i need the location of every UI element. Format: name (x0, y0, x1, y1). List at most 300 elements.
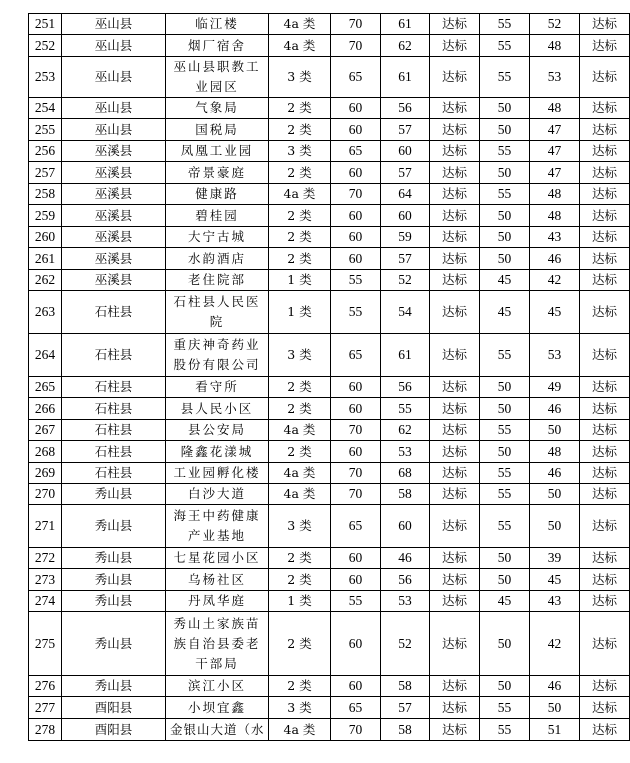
day-result-cell: 达标 (430, 591, 480, 612)
site-name-cell: 石柱县人民医院 (166, 291, 269, 334)
site-name-cell: 县公安局 (166, 420, 269, 441)
day-result-cell: 达标 (430, 676, 480, 697)
day-measured-cell: 57 (381, 119, 430, 141)
day-measured-cell: 58 (381, 719, 430, 741)
table-row (29, 119, 630, 141)
zone-class-cell: 2 类 (269, 612, 331, 676)
night-standard-cell: 55 (480, 57, 530, 98)
zone-class-cell: 2 类 (269, 119, 331, 141)
night-result-cell: 达标 (580, 184, 630, 205)
zone-class-cell: 4a 类 (269, 484, 331, 505)
day-standard-cell: 70 (331, 184, 381, 205)
day-result-cell: 达标 (430, 14, 480, 35)
site-name-cell: 帝景豪庭 (166, 162, 269, 184)
row-number: 264 (29, 334, 62, 377)
zone-class-cell: 2 类 (269, 227, 331, 248)
night-measured-cell: 48 (530, 184, 580, 205)
row-number: 278 (29, 719, 62, 741)
night-measured-cell: 48 (530, 205, 580, 227)
site-name-cell: 滨江小区 (166, 676, 269, 697)
night-measured-cell: 43 (530, 591, 580, 612)
day-standard-cell: 60 (331, 377, 381, 398)
night-result-cell: 达标 (580, 162, 630, 184)
day-result-cell: 达标 (430, 719, 480, 741)
site-name-cell: 海王中药健康产业基地 (166, 505, 269, 548)
county-cell: 酉阳县 (62, 697, 166, 719)
county-cell: 巫山县 (62, 119, 166, 141)
site-name-cell: 碧桂园 (166, 205, 269, 227)
county-cell: 秀山县 (62, 484, 166, 505)
table-row (29, 441, 630, 463)
county-cell: 石柱县 (62, 377, 166, 398)
night-standard-cell: 45 (480, 270, 530, 291)
night-standard-cell: 50 (480, 248, 530, 270)
day-standard-cell: 65 (331, 57, 381, 98)
night-standard-cell: 55 (480, 334, 530, 377)
night-measured-cell: 50 (530, 484, 580, 505)
day-result-cell: 达标 (430, 98, 480, 119)
county-cell: 石柱县 (62, 463, 166, 484)
table-row (29, 676, 630, 697)
night-result-cell: 达标 (580, 441, 630, 463)
day-standard-cell: 60 (331, 248, 381, 270)
row-number: 253 (29, 57, 62, 98)
night-measured-cell: 50 (530, 505, 580, 548)
zone-class-cell: 4a 类 (269, 35, 331, 57)
day-measured-cell: 54 (381, 291, 430, 334)
zone-class-cell: 2 类 (269, 398, 331, 420)
night-standard-cell: 50 (480, 612, 530, 676)
day-standard-cell: 70 (331, 484, 381, 505)
row-number: 251 (29, 14, 62, 35)
row-number: 275 (29, 612, 62, 676)
day-standard-cell: 55 (331, 291, 381, 334)
zone-class-cell: 2 类 (269, 377, 331, 398)
zone-class-cell: 4a 类 (269, 463, 331, 484)
site-name-cell: 重庆神奇药业股份有限公司 (166, 334, 269, 377)
zone-class-cell: 3 类 (269, 57, 331, 98)
table-row (29, 569, 630, 591)
zone-class-cell: 1 类 (269, 591, 331, 612)
zone-class-cell: 4a 类 (269, 184, 331, 205)
row-number: 252 (29, 35, 62, 57)
site-name-cell: 临江楼 (166, 14, 269, 35)
row-number: 272 (29, 548, 62, 569)
county-cell: 巫溪县 (62, 248, 166, 270)
row-number: 267 (29, 420, 62, 441)
night-result-cell: 达标 (580, 334, 630, 377)
night-result-cell: 达标 (580, 205, 630, 227)
table-row (29, 57, 630, 98)
table-row (29, 591, 630, 612)
night-result-cell: 达标 (580, 35, 630, 57)
night-measured-cell: 53 (530, 57, 580, 98)
day-result-cell: 达标 (430, 291, 480, 334)
table-row (29, 719, 630, 741)
table-row (29, 35, 630, 57)
zone-class-cell: 3 类 (269, 334, 331, 377)
night-measured-cell: 46 (530, 676, 580, 697)
site-name-cell: 工业园孵化楼 (166, 463, 269, 484)
night-standard-cell: 55 (480, 14, 530, 35)
table-row (29, 291, 630, 334)
night-result-cell: 达标 (580, 141, 630, 162)
zone-class-cell: 2 类 (269, 98, 331, 119)
county-cell: 石柱县 (62, 420, 166, 441)
day-measured-cell: 59 (381, 227, 430, 248)
table-row (29, 484, 630, 505)
day-result-cell: 达标 (430, 35, 480, 57)
zone-class-cell: 2 类 (269, 548, 331, 569)
night-standard-cell: 50 (480, 676, 530, 697)
row-number: 259 (29, 205, 62, 227)
night-result-cell: 达标 (580, 505, 630, 548)
row-number: 263 (29, 291, 62, 334)
day-measured-cell: 60 (381, 141, 430, 162)
night-measured-cell: 45 (530, 291, 580, 334)
night-result-cell: 达标 (580, 57, 630, 98)
county-cell: 秀山县 (62, 569, 166, 591)
row-number: 256 (29, 141, 62, 162)
day-standard-cell: 60 (331, 676, 381, 697)
row-number: 260 (29, 227, 62, 248)
day-measured-cell: 56 (381, 569, 430, 591)
day-measured-cell: 57 (381, 162, 430, 184)
day-result-cell: 达标 (430, 184, 480, 205)
site-name-cell: 老住院部 (166, 270, 269, 291)
day-standard-cell: 60 (331, 205, 381, 227)
day-standard-cell: 70 (331, 420, 381, 441)
row-number: 270 (29, 484, 62, 505)
site-name-cell: 凤凰工业园 (166, 141, 269, 162)
table-row (29, 248, 630, 270)
zone-class-cell: 2 类 (269, 569, 331, 591)
row-number: 269 (29, 463, 62, 484)
day-measured-cell: 61 (381, 334, 430, 377)
night-standard-cell: 50 (480, 377, 530, 398)
night-measured-cell: 48 (530, 98, 580, 119)
day-result-cell: 达标 (430, 162, 480, 184)
night-standard-cell: 50 (480, 205, 530, 227)
day-measured-cell: 57 (381, 697, 430, 719)
day-measured-cell: 55 (381, 398, 430, 420)
day-measured-cell: 46 (381, 548, 430, 569)
row-number: 257 (29, 162, 62, 184)
day-standard-cell: 60 (331, 119, 381, 141)
site-name-cell: 秀山土家族苗族自治县委老干部局 (166, 612, 269, 676)
site-name-cell: 金银山大道（水 (166, 719, 269, 741)
day-standard-cell: 60 (331, 398, 381, 420)
night-result-cell: 达标 (580, 569, 630, 591)
day-result-cell: 达标 (430, 377, 480, 398)
day-result-cell: 达标 (430, 270, 480, 291)
day-measured-cell: 68 (381, 463, 430, 484)
night-measured-cell: 46 (530, 398, 580, 420)
table-row (29, 227, 630, 248)
day-standard-cell: 60 (331, 98, 381, 119)
day-standard-cell: 65 (331, 505, 381, 548)
night-standard-cell: 55 (480, 141, 530, 162)
county-cell: 秀山县 (62, 676, 166, 697)
day-result-cell: 达标 (430, 57, 480, 98)
night-standard-cell: 45 (480, 591, 530, 612)
row-number: 261 (29, 248, 62, 270)
night-measured-cell: 45 (530, 569, 580, 591)
night-measured-cell: 48 (530, 441, 580, 463)
table-row (29, 697, 630, 719)
night-result-cell: 达标 (580, 227, 630, 248)
county-cell: 秀山县 (62, 612, 166, 676)
night-standard-cell: 55 (480, 719, 530, 741)
night-standard-cell: 50 (480, 119, 530, 141)
day-measured-cell: 62 (381, 420, 430, 441)
day-standard-cell: 70 (331, 463, 381, 484)
night-measured-cell: 50 (530, 697, 580, 719)
county-cell: 巫山县 (62, 14, 166, 35)
row-number: 266 (29, 398, 62, 420)
night-result-cell: 达标 (580, 484, 630, 505)
table-row (29, 98, 630, 119)
day-measured-cell: 56 (381, 377, 430, 398)
night-standard-cell: 55 (480, 463, 530, 484)
night-standard-cell: 50 (480, 441, 530, 463)
zone-class-cell: 4a 类 (269, 719, 331, 741)
night-standard-cell: 55 (480, 505, 530, 548)
day-measured-cell: 64 (381, 184, 430, 205)
county-cell: 巫山县 (62, 35, 166, 57)
night-result-cell: 达标 (580, 14, 630, 35)
night-measured-cell: 47 (530, 141, 580, 162)
row-number: 254 (29, 98, 62, 119)
county-cell: 巫溪县 (62, 205, 166, 227)
night-standard-cell: 55 (480, 484, 530, 505)
night-result-cell: 达标 (580, 248, 630, 270)
night-standard-cell: 50 (480, 227, 530, 248)
table-row (29, 162, 630, 184)
zone-class-cell: 2 类 (269, 205, 331, 227)
day-result-cell: 达标 (430, 205, 480, 227)
day-result-cell: 达标 (430, 612, 480, 676)
table-row (29, 14, 630, 35)
site-name-cell: 隆鑫花漾城 (166, 441, 269, 463)
day-measured-cell: 56 (381, 98, 430, 119)
day-measured-cell: 58 (381, 676, 430, 697)
day-result-cell: 达标 (430, 569, 480, 591)
day-standard-cell: 55 (331, 270, 381, 291)
county-cell: 巫山县 (62, 98, 166, 119)
noise-monitoring-table (28, 13, 630, 741)
day-measured-cell: 57 (381, 248, 430, 270)
table-row (29, 184, 630, 205)
row-number: 268 (29, 441, 62, 463)
county-cell: 石柱县 (62, 334, 166, 377)
zone-class-cell: 2 类 (269, 248, 331, 270)
day-measured-cell: 58 (381, 484, 430, 505)
night-standard-cell: 50 (480, 98, 530, 119)
day-measured-cell: 62 (381, 35, 430, 57)
table-row (29, 398, 630, 420)
day-result-cell: 达标 (430, 463, 480, 484)
row-number: 255 (29, 119, 62, 141)
zone-class-cell: 2 类 (269, 162, 331, 184)
county-cell: 巫溪县 (62, 141, 166, 162)
night-standard-cell: 55 (480, 697, 530, 719)
day-standard-cell: 70 (331, 719, 381, 741)
row-number: 258 (29, 184, 62, 205)
row-number: 277 (29, 697, 62, 719)
night-result-cell: 达标 (580, 719, 630, 741)
zone-class-cell: 1 类 (269, 291, 331, 334)
site-name-cell: 县人民小区 (166, 398, 269, 420)
zone-class-cell: 3 类 (269, 141, 331, 162)
site-name-cell: 看守所 (166, 377, 269, 398)
table-row (29, 505, 630, 548)
site-name-cell: 水韵酒店 (166, 248, 269, 270)
county-cell: 石柱县 (62, 398, 166, 420)
table-row (29, 205, 630, 227)
site-name-cell: 烟厂宿舍 (166, 35, 269, 57)
night-standard-cell: 55 (480, 35, 530, 57)
night-result-cell: 达标 (580, 548, 630, 569)
night-measured-cell: 42 (530, 270, 580, 291)
row-number: 274 (29, 591, 62, 612)
day-standard-cell: 60 (331, 569, 381, 591)
table-row (29, 377, 630, 398)
county-cell: 秀山县 (62, 505, 166, 548)
day-measured-cell: 52 (381, 612, 430, 676)
night-result-cell: 达标 (580, 463, 630, 484)
night-result-cell: 达标 (580, 119, 630, 141)
zone-class-cell: 2 类 (269, 441, 331, 463)
day-result-cell: 达标 (430, 505, 480, 548)
site-name-cell: 小坝宜鑫 (166, 697, 269, 719)
day-measured-cell: 53 (381, 591, 430, 612)
site-name-cell: 大宁古城 (166, 227, 269, 248)
day-result-cell: 达标 (430, 398, 480, 420)
zone-class-cell: 3 类 (269, 505, 331, 548)
site-name-cell: 巫山县职教工业园区 (166, 57, 269, 98)
night-result-cell: 达标 (580, 420, 630, 441)
day-result-cell: 达标 (430, 141, 480, 162)
day-measured-cell: 60 (381, 505, 430, 548)
day-result-cell: 达标 (430, 441, 480, 463)
monitoring-table-page (28, 13, 630, 741)
night-result-cell: 达标 (580, 291, 630, 334)
day-result-cell: 达标 (430, 548, 480, 569)
table-row (29, 420, 630, 441)
day-result-cell: 达标 (430, 334, 480, 377)
row-number: 262 (29, 270, 62, 291)
row-number: 273 (29, 569, 62, 591)
night-standard-cell: 50 (480, 548, 530, 569)
night-result-cell: 达标 (580, 377, 630, 398)
day-standard-cell: 60 (331, 548, 381, 569)
night-standard-cell: 55 (480, 420, 530, 441)
night-measured-cell: 49 (530, 377, 580, 398)
night-measured-cell: 50 (530, 420, 580, 441)
zone-class-cell: 1 类 (269, 270, 331, 291)
row-number: 271 (29, 505, 62, 548)
day-standard-cell: 60 (331, 162, 381, 184)
zone-class-cell: 3 类 (269, 697, 331, 719)
county-cell: 巫溪县 (62, 162, 166, 184)
county-cell: 秀山县 (62, 591, 166, 612)
table-row (29, 463, 630, 484)
night-measured-cell: 46 (530, 248, 580, 270)
day-measured-cell: 60 (381, 205, 430, 227)
county-cell: 石柱县 (62, 441, 166, 463)
night-standard-cell: 50 (480, 569, 530, 591)
county-cell: 巫溪县 (62, 184, 166, 205)
day-result-cell: 达标 (430, 119, 480, 141)
night-measured-cell: 52 (530, 14, 580, 35)
day-standard-cell: 60 (331, 227, 381, 248)
site-name-cell: 健康路 (166, 184, 269, 205)
night-result-cell: 达标 (580, 697, 630, 719)
night-measured-cell: 39 (530, 548, 580, 569)
day-measured-cell: 53 (381, 441, 430, 463)
site-name-cell: 白沙大道 (166, 484, 269, 505)
night-result-cell: 达标 (580, 398, 630, 420)
site-name-cell: 七星花园小区 (166, 548, 269, 569)
night-result-cell: 达标 (580, 591, 630, 612)
night-measured-cell: 42 (530, 612, 580, 676)
night-measured-cell: 51 (530, 719, 580, 741)
night-standard-cell: 45 (480, 291, 530, 334)
day-standard-cell: 70 (331, 14, 381, 35)
zone-class-cell: 4a 类 (269, 420, 331, 441)
day-measured-cell: 61 (381, 57, 430, 98)
day-result-cell: 达标 (430, 697, 480, 719)
site-name-cell: 气象局 (166, 98, 269, 119)
night-measured-cell: 53 (530, 334, 580, 377)
night-result-cell: 达标 (580, 676, 630, 697)
row-number: 276 (29, 676, 62, 697)
night-standard-cell: 55 (480, 184, 530, 205)
night-result-cell: 达标 (580, 270, 630, 291)
night-measured-cell: 47 (530, 162, 580, 184)
night-result-cell: 达标 (580, 98, 630, 119)
table-body (29, 14, 630, 741)
night-standard-cell: 50 (480, 162, 530, 184)
row-number: 265 (29, 377, 62, 398)
county-cell: 酉阳县 (62, 719, 166, 741)
night-measured-cell: 47 (530, 119, 580, 141)
day-standard-cell: 70 (331, 35, 381, 57)
site-name-cell: 乌杨社区 (166, 569, 269, 591)
county-cell: 秀山县 (62, 548, 166, 569)
day-result-cell: 达标 (430, 420, 480, 441)
day-standard-cell: 65 (331, 334, 381, 377)
county-cell: 巫溪县 (62, 270, 166, 291)
day-standard-cell: 65 (331, 697, 381, 719)
table-row (29, 141, 630, 162)
night-standard-cell: 50 (480, 398, 530, 420)
day-result-cell: 达标 (430, 227, 480, 248)
site-name-cell: 国税局 (166, 119, 269, 141)
day-standard-cell: 60 (331, 441, 381, 463)
site-name-cell: 丹凤华庭 (166, 591, 269, 612)
day-standard-cell: 65 (331, 141, 381, 162)
table-row (29, 612, 630, 676)
county-cell: 巫山县 (62, 57, 166, 98)
day-measured-cell: 52 (381, 270, 430, 291)
day-result-cell: 达标 (430, 248, 480, 270)
night-result-cell: 达标 (580, 612, 630, 676)
night-measured-cell: 43 (530, 227, 580, 248)
day-measured-cell: 61 (381, 14, 430, 35)
night-measured-cell: 46 (530, 463, 580, 484)
